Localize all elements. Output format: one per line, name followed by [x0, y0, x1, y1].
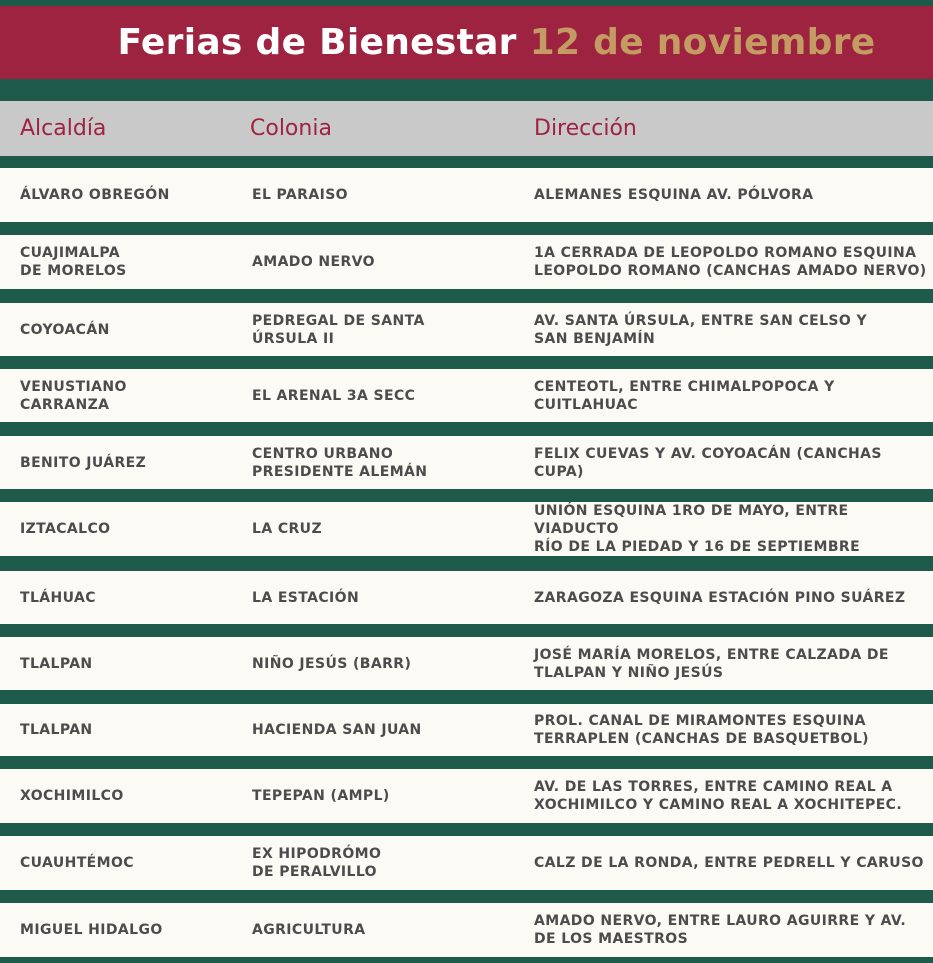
cell-direccion: ZARAGOZA ESQUINA ESTACIÓN PINO SUÁREZ [534, 589, 906, 606]
header-direccion: Dirección [534, 116, 637, 141]
cell-direccion: AMADO NERVO, ENTRE LAURO AGUIRRE Y AV. DE LOS MAESTROS [534, 913, 907, 947]
table-row [0, 571, 933, 624]
cell-colonia: NIÑO JESÚS (BARR) [252, 655, 412, 672]
cell-direccion: 1A CERRADA DE LEOPOLDO ROMANO ESQUINA LEOPOLDO ROMANO (CANCHAS AMADO NERVO) [534, 245, 927, 279]
cell-colonia: EX HIPODRÓMO DE PERALVILLO [252, 846, 382, 880]
cell-colonia: EL PARAISO [252, 187, 348, 203]
cell-colonia: HACIENDA SAN JUAN [252, 722, 422, 738]
cell-direccion: PROL. CANAL DE MIRAMONTES ESQUINA TERRAPLEN (CANCHAS DE BASQUETBOL) [534, 713, 869, 747]
cell-alcaldia: MIGUEL HIDALGO [20, 922, 163, 938]
cell-direccion: UNIÓN ESQUINA 1RO DE MAYO, ENTRE VIADUCTO RÍO DE LA PIEDAD Y 16 DE SEPTIEMBRE [534, 503, 861, 555]
cell-alcaldia: TLÁHUAC [20, 589, 96, 606]
cell-alcaldia: VENUSTIANO CARRANZA [20, 378, 127, 413]
cell-colonia: EL ARENAL 3A SECC [252, 387, 416, 404]
cell-alcaldia: BENITO JUÁREZ [20, 454, 147, 471]
cell-direccion: AV. SANTA ÚRSULA, ENTRE SAN CELSO Y SAN BENJAMÍN [534, 312, 868, 347]
header-alcaldia: Alcaldía [20, 116, 107, 141]
table-row [0, 436, 933, 489]
cell-direccion: AV. DE LAS TORRES, ENTRE CAMINO REAL A XOCHIMILCO Y CAMINO REAL A XOCHITEPEC. [534, 779, 903, 813]
title-main: Ferias de Bienestar [117, 22, 517, 63]
table-row [0, 704, 933, 756]
cell-direccion: CENTEOTL, ENTRE CHIMALPOPOCA Y CUITLAHUAC [534, 378, 835, 413]
table-row [0, 769, 933, 823]
cell-colonia: LA ESTACIÓN [252, 589, 360, 606]
cell-colonia: AMADO NERVO [252, 254, 375, 270]
title-banner [0, 6, 933, 79]
cell-direccion: ALEMANES ESQUINA AV. PÓLVORA [534, 187, 814, 203]
table-header [0, 101, 933, 156]
cell-alcaldia: COYOACÁN [20, 321, 110, 338]
cell-alcaldia: CUAJIMALPA DE MORELOS [20, 245, 127, 279]
table-row [0, 235, 933, 289]
table-row [0, 502, 933, 556]
table-row [0, 836, 933, 890]
cell-alcaldia: XOCHIMILCO [20, 788, 124, 804]
cell-colonia: CENTRO URBANO PRESIDENTE ALEMÁN [252, 445, 428, 480]
page-title [118, 22, 876, 63]
cell-direccion: JOSÉ MARÍA MORELOS, ENTRE CALZADA DE TLALPAN Y NIÑO JESÚS [534, 646, 889, 681]
cell-alcaldia: IZTACALCO [20, 521, 111, 537]
table-row [0, 303, 933, 356]
table-row [0, 168, 933, 222]
cell-colonia: TEPEPAN (AMPL) [252, 788, 390, 804]
cell-colonia: AGRICULTURA [252, 922, 366, 938]
table-row [0, 637, 933, 690]
cell-alcaldia: ÁLVARO OBREGÓN [20, 187, 170, 203]
title-date: 12 de noviembre [529, 22, 876, 63]
table-row [0, 903, 933, 957]
cell-alcaldia: TLALPAN [20, 655, 93, 672]
cell-alcaldia: TLALPAN [20, 722, 93, 738]
cell-colonia: PEDREGAL DE SANTA ÚRSULA II [252, 312, 425, 347]
cell-direccion: FELIX CUEVAS Y AV. COYOACÁN (CANCHAS CUPA) [534, 445, 882, 480]
cell-colonia: LA CRUZ [252, 521, 323, 537]
header-colonia: Colonia [250, 116, 332, 141]
table-row [0, 369, 933, 422]
cell-alcaldia: CUAUHTÉMOC [20, 855, 134, 871]
cell-direccion: CALZ DE LA RONDA, ENTRE PEDRELL Y CARUSO [534, 855, 924, 871]
